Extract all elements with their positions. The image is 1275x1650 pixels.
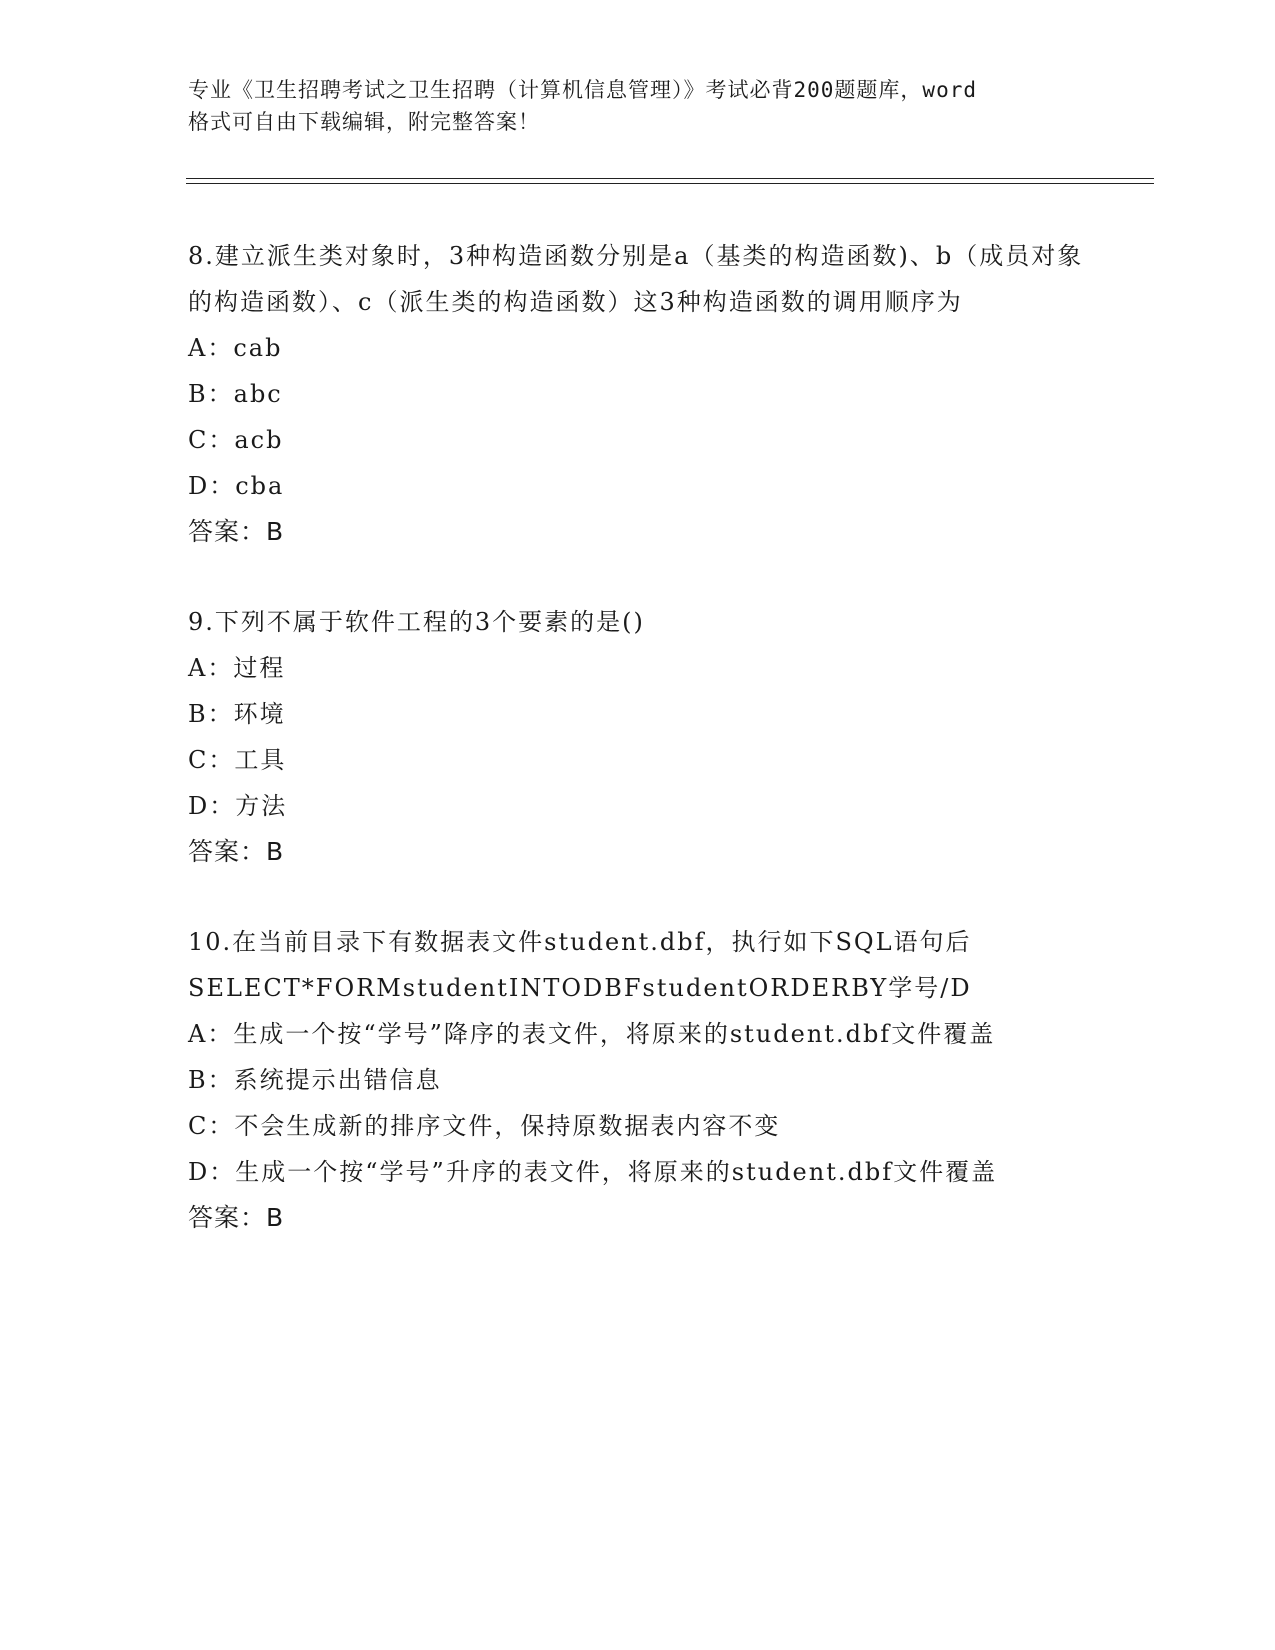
question-text: 8.建立派生类对象时，3种构造函数分别是a（基类的构造函数)、b（成员对象的构造函数）、c（派生类的构造函数）这3种构造函数的调用顺序为 xyxy=(188,242,1084,316)
option-a: A：cab xyxy=(188,334,283,362)
question-10 xyxy=(188,919,1088,1241)
option-b: B：abc xyxy=(188,380,283,408)
question-text: 9.下列不属于软件工程的3个要素的是() xyxy=(188,608,645,636)
option-c: C：不会生成新的排序文件，保持原数据表内容不变 xyxy=(188,1112,781,1140)
option-d: D：生成一个按“学号”升序的表文件，将原来的student.dbf文件覆盖 xyxy=(188,1158,998,1186)
option-c: C：工具 xyxy=(188,746,287,774)
header-line-1: 专业《卫生招聘考试之卫生招聘（计算机信息管理）》考试必背200题题库，word xyxy=(188,78,977,102)
option-b: B：环境 xyxy=(188,700,286,728)
answer: 答案：B xyxy=(188,1203,285,1232)
answer: 答案：B xyxy=(188,837,285,866)
header-divider-bottom xyxy=(186,183,1154,184)
answer: 答案：B xyxy=(188,517,285,546)
option-c: C：acb xyxy=(188,426,284,454)
question-text: 10.在当前目录下有数据表文件student.dbf，执行如下SQL语句后SELECT*FORMstudentINTODBFstudentORDERBY学号/D xyxy=(188,928,972,1002)
question-list xyxy=(188,233,1088,1241)
option-d: D：cba xyxy=(188,472,285,500)
header-divider-top xyxy=(186,178,1154,179)
question-8 xyxy=(188,233,1088,555)
option-d: D：方法 xyxy=(188,792,288,820)
option-b: B：系统提示出错信息 xyxy=(188,1066,442,1094)
document-header xyxy=(188,74,1088,138)
option-a: A：生成一个按“学号”降序的表文件，将原来的student.dbf文件覆盖 xyxy=(188,1020,996,1048)
header-line-2: 格式可自由下载编辑，附完整答案！ xyxy=(188,110,540,134)
option-a: A：过程 xyxy=(188,654,286,682)
question-9 xyxy=(188,599,1088,875)
